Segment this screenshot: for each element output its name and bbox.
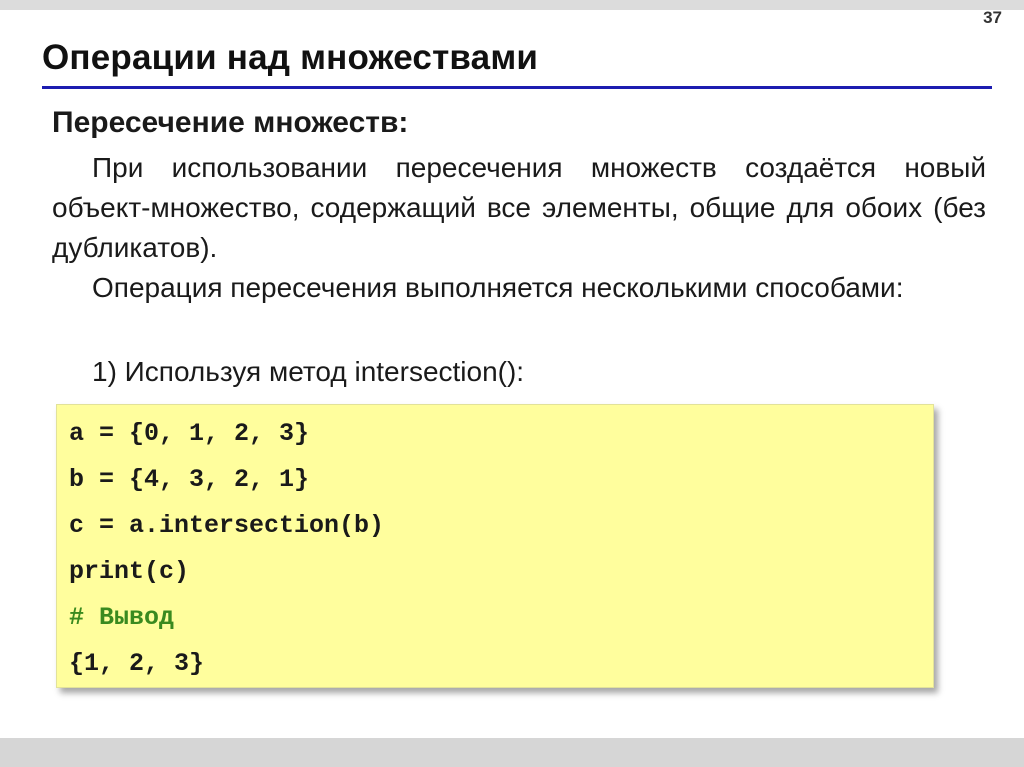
- paragraph-description: При использовании пересечения множеств создаётся новый объект-множество, содержащий все элементы, общие для обоих (без дубликатов).: [52, 152, 986, 263]
- paragraph-methods: Операция пересечения выполняется несколькими способами:: [92, 272, 904, 303]
- page-number: 37: [983, 8, 1002, 27]
- slide-title: Операции над множествами: [42, 38, 539, 77]
- code-line: print(c): [69, 557, 190, 586]
- section-heading: Пересечение множеств:: [52, 106, 409, 139]
- title-underline: [42, 86, 992, 89]
- code-block: [56, 404, 934, 688]
- code-line: b = {4, 3, 2, 1}: [69, 465, 310, 494]
- code-comment: # Вывод: [69, 603, 175, 632]
- top-strip: [0, 0, 1024, 10]
- code-output: {1, 2, 3}: [69, 649, 205, 678]
- code-line: a = {0, 1, 2, 3}: [69, 419, 310, 448]
- step-1-label: 1) Используя метод intersection():: [92, 356, 525, 387]
- code-line: c = a.intersection(b): [69, 511, 385, 540]
